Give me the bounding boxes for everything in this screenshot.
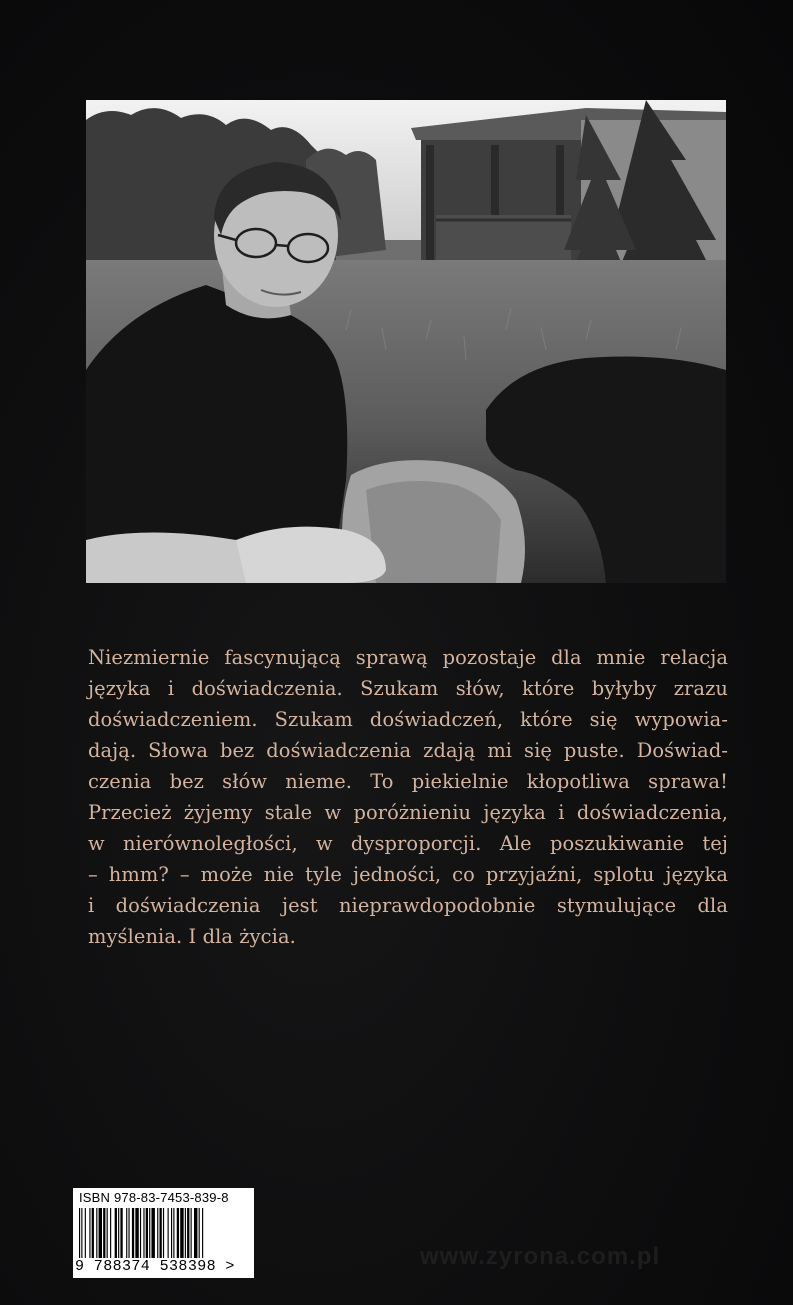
blurb-line: – hmm? – może nie tyle jedności, co przyjaźni, splotu języka xyxy=(88,863,728,886)
blurb-line: i doświadczenia jest nieprawdopodobnie stymulujące dla xyxy=(88,894,728,917)
isbn-barcode xyxy=(73,1188,254,1278)
author-photo xyxy=(86,100,726,583)
barcode-digits: 9 788374 538398 > xyxy=(75,1258,235,1275)
watermark: www.zyrona.com.pl xyxy=(420,1243,661,1270)
author-photo-icon xyxy=(86,100,726,583)
barcode-icon xyxy=(77,1208,250,1258)
blurb-line: czenia bez słów nieme. To piekielnie kłopotliwa sprawa! xyxy=(88,770,728,793)
blurb-line: języka i doświadczenia. Szukam słów, które byłyby zrazu xyxy=(88,677,728,700)
blurb-line: doświadczeniem. Szukam doświadczeń, które się wypowia- xyxy=(88,708,728,731)
blurb-line: w nierównoległości, w dysproporcji. Ale poszukiwanie tej xyxy=(88,832,728,855)
isbn-label: ISBN 978-83-7453-839-8 xyxy=(79,1190,229,1205)
blurb-line: Niezmiernie fascynującą sprawą pozostaje dla mnie relacja xyxy=(88,646,728,669)
blurb-line: myślenia. I dla życia. xyxy=(88,925,296,948)
blurb-line: dają. Słowa bez doświadczenia zdają mi się puste. Doświad- xyxy=(88,739,728,762)
blurb-line: Przecież żyjemy stale w poróżnieniu języka i doświadczenia, xyxy=(88,801,728,824)
back-cover-blurb xyxy=(88,642,728,952)
